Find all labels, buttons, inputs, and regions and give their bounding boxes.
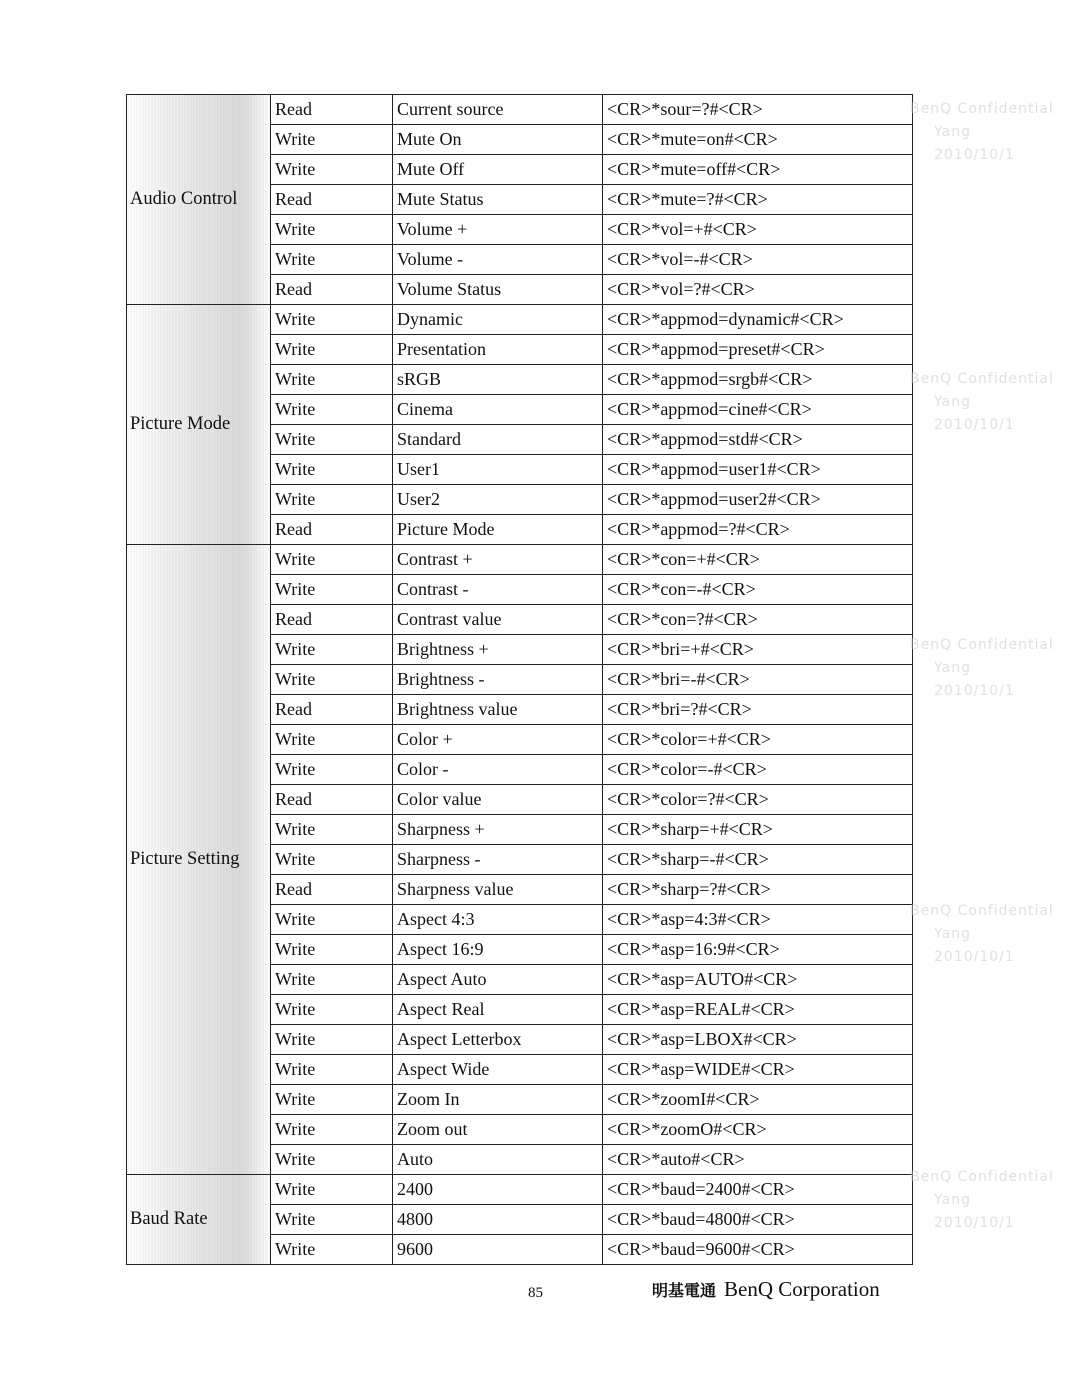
access-type-cell: Write [271, 1235, 393, 1265]
function-cell: Sharpness + [393, 815, 603, 845]
access-type-cell: Write [271, 935, 393, 965]
command-cell: <CR>*color=+#<CR> [603, 725, 913, 755]
function-cell: Zoom out [393, 1115, 603, 1145]
command-cell: <CR>*asp=4:3#<CR> [603, 905, 913, 935]
command-cell: <CR>*asp=LBOX#<CR> [603, 1025, 913, 1055]
function-cell: Mute Off [393, 155, 603, 185]
access-type-cell: Read [271, 605, 393, 635]
watermark-line2: Yang [934, 124, 971, 140]
watermark-line3: 2010/10/1 [934, 1215, 1015, 1231]
command-cell: <CR>*appmod=dynamic#<CR> [603, 305, 913, 335]
watermark-line3: 2010/10/1 [934, 147, 1015, 163]
access-type-cell: Write [271, 905, 393, 935]
group-label: Baud Rate [127, 1175, 271, 1265]
command-cell: <CR>*asp=WIDE#<CR> [603, 1055, 913, 1085]
access-type-cell: Write [271, 815, 393, 845]
access-type-cell: Write [271, 1085, 393, 1115]
access-type-cell: Read [271, 95, 393, 125]
function-cell: Presentation [393, 335, 603, 365]
command-cell: <CR>*sharp=+#<CR> [603, 815, 913, 845]
function-cell: 9600 [393, 1235, 603, 1265]
access-type-cell: Write [271, 845, 393, 875]
function-cell: Aspect Wide [393, 1055, 603, 1085]
access-type-cell: Write [271, 455, 393, 485]
watermark-line3: 2010/10/1 [934, 683, 1015, 699]
command-cell: <CR>*appmod=preset#<CR> [603, 335, 913, 365]
access-type-cell: Write [271, 155, 393, 185]
access-type-cell: Write [271, 365, 393, 395]
watermark-line1: BenQ Confidential [910, 1169, 1054, 1185]
function-cell: Brightness + [393, 635, 603, 665]
function-cell: Color + [393, 725, 603, 755]
function-cell: Current source [393, 95, 603, 125]
access-type-cell: Write [271, 1055, 393, 1085]
watermark-line2: Yang [934, 394, 971, 410]
function-cell: Volume Status [393, 275, 603, 305]
command-cell: <CR>*vol=?#<CR> [603, 275, 913, 305]
function-cell: sRGB [393, 365, 603, 395]
command-cell: <CR>*con=+#<CR> [603, 545, 913, 575]
command-cell: <CR>*baud=9600#<CR> [603, 1235, 913, 1265]
access-type-cell: Write [271, 1115, 393, 1145]
function-cell: Auto [393, 1145, 603, 1175]
access-type-cell: Write [271, 635, 393, 665]
command-cell: <CR>*con=-#<CR> [603, 575, 913, 605]
watermark-line2: Yang [934, 660, 971, 676]
function-cell: Dynamic [393, 305, 603, 335]
table-row [127, 1175, 913, 1205]
group-label: Picture Setting [127, 545, 271, 1175]
access-type-cell: Read [271, 275, 393, 305]
watermark [910, 634, 1054, 703]
watermark [910, 900, 1054, 969]
command-cell: <CR>*mute=on#<CR> [603, 125, 913, 155]
command-cell: <CR>*appmod=srgb#<CR> [603, 365, 913, 395]
command-cell: <CR>*baud=2400#<CR> [603, 1175, 913, 1205]
command-cell: <CR>*color=?#<CR> [603, 785, 913, 815]
function-cell: Contrast value [393, 605, 603, 635]
command-cell: <CR>*sharp=-#<CR> [603, 845, 913, 875]
access-type-cell: Write [271, 1145, 393, 1175]
table-row [127, 545, 913, 575]
access-type-cell: Write [271, 755, 393, 785]
access-type-cell: Read [271, 185, 393, 215]
function-cell: Contrast + [393, 545, 603, 575]
function-cell: Volume + [393, 215, 603, 245]
group-label: Audio Control [127, 95, 271, 305]
watermark-line1: BenQ Confidential [910, 101, 1054, 117]
command-table [126, 94, 913, 1265]
command-cell: <CR>*mute=off#<CR> [603, 155, 913, 185]
command-cell: <CR>*appmod=?#<CR> [603, 515, 913, 545]
access-type-cell: Write [271, 965, 393, 995]
command-cell: <CR>*sharp=?#<CR> [603, 875, 913, 905]
function-cell: Cinema [393, 395, 603, 425]
function-cell: Sharpness value [393, 875, 603, 905]
command-cell: <CR>*appmod=user2#<CR> [603, 485, 913, 515]
command-cell: <CR>*asp=AUTO#<CR> [603, 965, 913, 995]
access-type-cell: Write [271, 575, 393, 605]
function-cell: Aspect 16:9 [393, 935, 603, 965]
function-cell: Mute Status [393, 185, 603, 215]
command-cell: <CR>*vol=+#<CR> [603, 215, 913, 245]
access-type-cell: Write [271, 1205, 393, 1235]
function-cell: User1 [393, 455, 603, 485]
watermark-line2: Yang [934, 926, 971, 942]
watermark [910, 1166, 1054, 1235]
function-cell: User2 [393, 485, 603, 515]
access-type-cell: Write [271, 1025, 393, 1055]
access-type-cell: Read [271, 515, 393, 545]
command-cell: <CR>*bri=-#<CR> [603, 665, 913, 695]
access-type-cell: Write [271, 425, 393, 455]
command-cell: <CR>*asp=16:9#<CR> [603, 935, 913, 965]
function-cell: Color - [393, 755, 603, 785]
access-type-cell: Write [271, 725, 393, 755]
watermark-line3: 2010/10/1 [934, 417, 1015, 433]
page-number: 85 [528, 1285, 543, 1301]
access-type-cell: Write [271, 665, 393, 695]
command-cell: <CR>*baud=4800#<CR> [603, 1205, 913, 1235]
command-cell: <CR>*zoomI#<CR> [603, 1085, 913, 1115]
function-cell: Standard [393, 425, 603, 455]
function-cell: Aspect Auto [393, 965, 603, 995]
access-type-cell: Write [271, 395, 393, 425]
access-type-cell: Write [271, 1175, 393, 1205]
company-name-chinese: 明基電通 [652, 1281, 717, 1300]
command-cell: <CR>*bri=+#<CR> [603, 635, 913, 665]
access-type-cell: Write [271, 245, 393, 275]
watermark-line1: BenQ Confidential [910, 637, 1054, 653]
function-cell: Aspect Letterbox [393, 1025, 603, 1055]
function-cell: Picture Mode [393, 515, 603, 545]
group-label: Picture Mode [127, 305, 271, 545]
access-type-cell: Write [271, 305, 393, 335]
command-cell: <CR>*appmod=std#<CR> [603, 425, 913, 455]
access-type-cell: Write [271, 125, 393, 155]
table-row [127, 305, 913, 335]
function-cell: Aspect Real [393, 995, 603, 1025]
watermark [910, 368, 1054, 437]
function-cell: Color value [393, 785, 603, 815]
access-type-cell: Read [271, 785, 393, 815]
command-cell: <CR>*auto#<CR> [603, 1145, 913, 1175]
function-cell: Brightness - [393, 665, 603, 695]
command-cell: <CR>*con=?#<CR> [603, 605, 913, 635]
access-type-cell: Write [271, 545, 393, 575]
function-cell: Contrast - [393, 575, 603, 605]
command-cell: <CR>*bri=?#<CR> [603, 695, 913, 725]
command-cell: <CR>*zoomO#<CR> [603, 1115, 913, 1145]
access-type-cell: Write [271, 485, 393, 515]
command-cell: <CR>*appmod=user1#<CR> [603, 455, 913, 485]
function-cell: 4800 [393, 1205, 603, 1235]
access-type-cell: Read [271, 695, 393, 725]
command-cell: <CR>*mute=?#<CR> [603, 185, 913, 215]
command-cell: <CR>*color=-#<CR> [603, 755, 913, 785]
function-cell: Mute On [393, 125, 603, 155]
watermark-line3: 2010/10/1 [934, 949, 1015, 965]
command-cell: <CR>*asp=REAL#<CR> [603, 995, 913, 1025]
function-cell: Volume - [393, 245, 603, 275]
function-cell: Brightness value [393, 695, 603, 725]
function-cell: 2400 [393, 1175, 603, 1205]
company-footer [652, 1277, 880, 1302]
table-row [127, 95, 913, 125]
access-type-cell: Write [271, 215, 393, 245]
command-cell: <CR>*vol=-#<CR> [603, 245, 913, 275]
access-type-cell: Write [271, 335, 393, 365]
watermark-line1: BenQ Confidential [910, 371, 1054, 387]
function-cell: Sharpness - [393, 845, 603, 875]
function-cell: Aspect 4:3 [393, 905, 603, 935]
command-cell: <CR>*appmod=cine#<CR> [603, 395, 913, 425]
watermark-line2: Yang [934, 1192, 971, 1208]
access-type-cell: Read [271, 875, 393, 905]
function-cell: Zoom In [393, 1085, 603, 1115]
access-type-cell: Write [271, 995, 393, 1025]
watermark [910, 98, 1054, 167]
watermark-line1: BenQ Confidential [910, 903, 1054, 919]
command-cell: <CR>*sour=?#<CR> [603, 95, 913, 125]
company-name: BenQ Corporation [724, 1277, 880, 1301]
